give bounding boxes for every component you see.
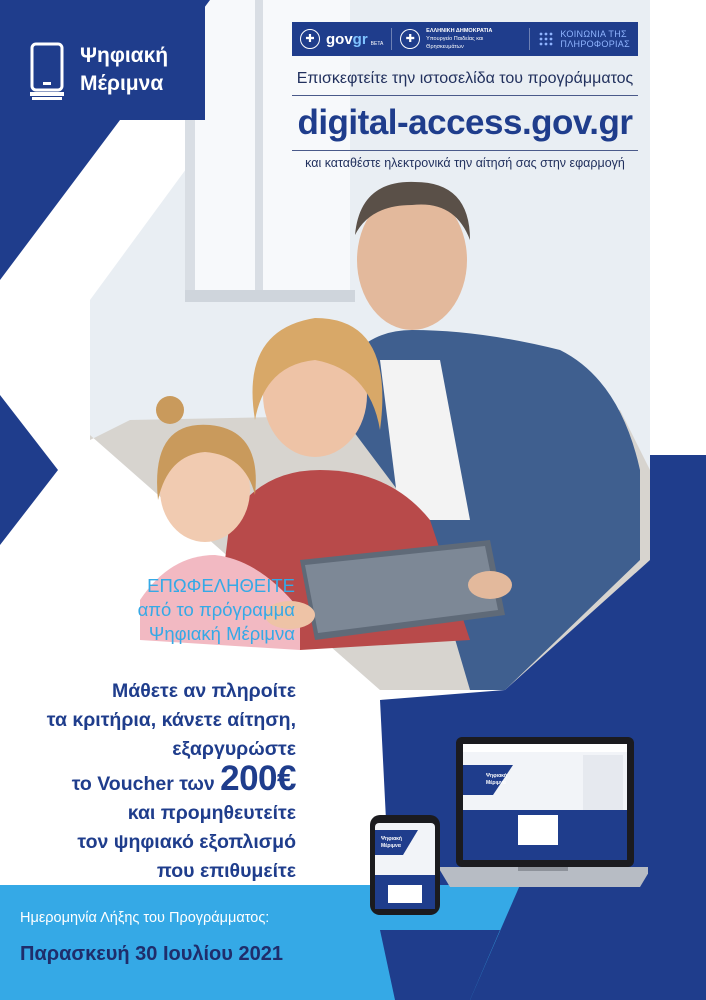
instructions-line6: τον ψηφιακό εξοπλισμό	[77, 831, 296, 853]
ministry-line2: Υπουργείο Παιδείας και Θρησκευμάτων	[426, 36, 484, 50]
program-url-link[interactable]: digital-access.gov.gr	[297, 103, 633, 142]
divider-line	[292, 150, 638, 151]
govgr-text: gov	[326, 30, 353, 48]
tablet-book-icon	[28, 42, 68, 102]
instructions-line4	[0, 759, 296, 799]
govgr-logo	[292, 22, 391, 56]
ministry-logo	[392, 22, 529, 56]
information-society-line1: ΚΟΙΝΩΝΙΑ ΤΗΣ	[560, 29, 627, 39]
instructions-line2: τα κριτήρια, κάνετε αίτηση,	[46, 709, 296, 731]
ministry-seal-icon: ✚	[400, 29, 420, 49]
laptop-screen-title2: Μέριμνα	[486, 780, 506, 786]
benefit-line2: από το πρόγραμμα	[137, 599, 295, 620]
benefit-line1: ΕΠΩΦΕΛΗΘΕΙΤΕ	[147, 575, 295, 596]
instructions-text	[0, 677, 296, 886]
devices-illustration	[368, 735, 648, 925]
benefit-heading	[0, 574, 295, 646]
govgr-accent-text: gr	[352, 30, 368, 48]
instructions-line7: που επιθυμείτε	[156, 860, 296, 882]
phone-screen-title: Ψηφιακή	[381, 836, 402, 842]
voucher-text: το Voucher των	[71, 773, 215, 795]
voucher-amount: 200€	[220, 759, 296, 798]
laptop-screen-title: Ψηφιακή	[486, 773, 507, 779]
phone-screen-title2: Μέριμνα	[381, 843, 401, 849]
benefit-line3: Ψηφιακή Μέριμνα	[148, 623, 295, 644]
ministry-line1: ΕΛΛΗΝΙΚΗ ΔΗΜΟΚΡΑΤΙΑ	[426, 28, 493, 34]
information-society-logo	[530, 22, 638, 56]
deadline-label: Ημερομηνία Λήξης του Προγράμματος:	[20, 910, 270, 926]
left-navy-wedge	[0, 395, 58, 545]
govgr-seal-icon: ✚	[300, 29, 320, 49]
phone-mockup	[370, 815, 440, 915]
divider-line	[292, 95, 638, 96]
instructions-line1: Μάθετε αν πληροίτε	[112, 680, 296, 702]
partner-logos-bar	[292, 22, 638, 56]
instructions-line3: εξαργυρώστε	[172, 738, 296, 760]
brand-title	[80, 42, 168, 98]
deadline-date: Παρασκευή 30 Ιουλίου 2021	[20, 943, 283, 965]
information-society-line2: ΠΛΗΡΟΦΟΡΙΑΣ	[560, 39, 630, 49]
laptop-mockup	[438, 737, 648, 887]
visit-website-text: Επισκεφτείτε την ιστοσελίδα του προγράμματος	[296, 70, 634, 87]
govgr-beta-tag: BETA	[370, 41, 384, 47]
instructions-line5: και προμηθευτείτε	[127, 802, 296, 824]
dot-grid-icon	[538, 31, 554, 47]
submit-application-text: και καταθέστε ηλεκτρονικά την αίτησή σας στην εφαρμογή	[305, 156, 625, 170]
brand-title-line2: Μέριμνα	[80, 72, 164, 95]
brand-title-line1: Ψηφιακή	[80, 44, 169, 67]
